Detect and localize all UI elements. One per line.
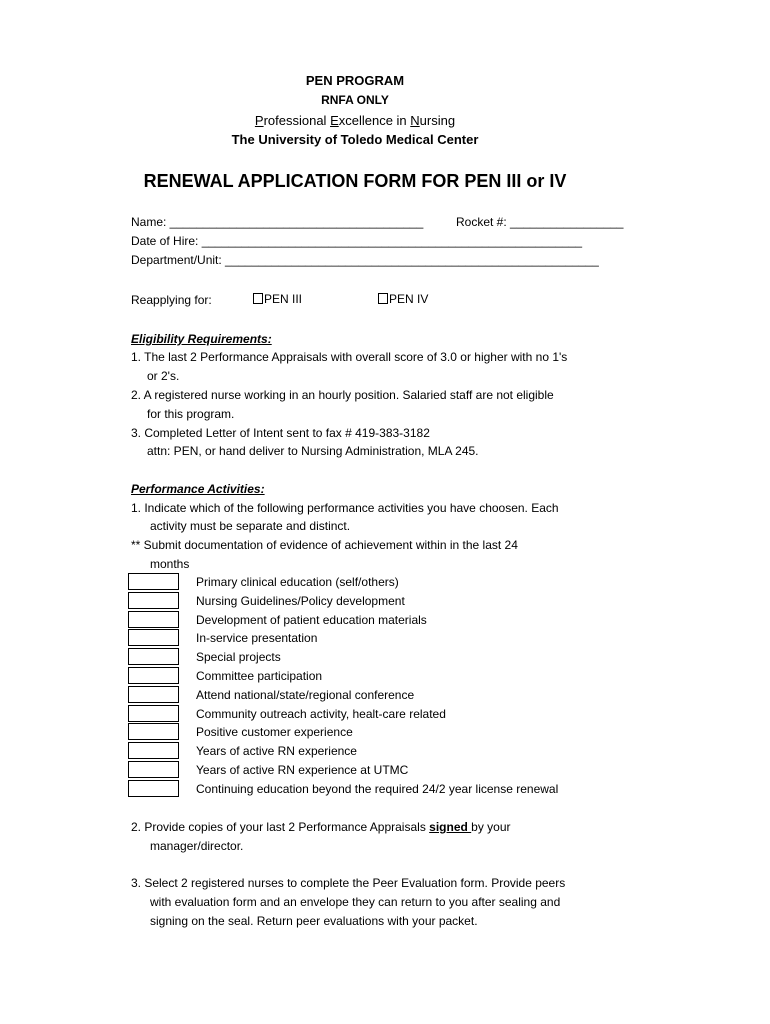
- performance-item-1: 1. Indicate which of the following performance activities you have choosen. Each: [131, 501, 559, 515]
- activity-checkbox-nursing-guidelines[interactable]: [128, 592, 179, 609]
- activity-checkbox-community-outreach[interactable]: [128, 705, 179, 722]
- activity-label: Positive customer experience: [196, 725, 353, 739]
- activity-checkbox-patient-education-materials[interactable]: [128, 611, 179, 628]
- performance-heading: Performance Activities:: [131, 482, 265, 496]
- performance-item-1-cont: activity must be separate and distinct.: [150, 519, 351, 533]
- reapplying-label: Reapplying for:: [131, 293, 212, 307]
- activity-checkbox-customer-experience[interactable]: [128, 723, 179, 740]
- acronym-letter-n: N: [410, 113, 420, 128]
- performance-item-3: 3. Select 2 registered nurses to complete the Peer Evaluation form. Provide peers: [131, 876, 566, 890]
- activity-checkbox-primary-clinical-education[interactable]: [128, 573, 179, 590]
- program-subtitle: RNFA ONLY: [321, 93, 389, 107]
- activity-checkbox-committee-participation[interactable]: [128, 667, 179, 684]
- activity-checkbox-years-rn-utmc[interactable]: [128, 761, 179, 778]
- performance-item-2: [131, 820, 511, 835]
- pen4-checkbox[interactable]: [378, 293, 388, 304]
- documentation-note-cont: months: [150, 557, 190, 571]
- eligibility-item-2: 2. A registered nurse working in an hourly position. Salaried staff are not eligible: [131, 388, 554, 402]
- documentation-note: ** Submit documentation of evidence of achievement within in the last 24: [131, 538, 518, 552]
- pen-acronym-line: [0, 112, 740, 129]
- activity-checkbox-in-service-presentation[interactable]: [128, 629, 179, 646]
- form-title: RENEWAL APPLICATION FORM FOR PEN III or IV: [143, 171, 567, 191]
- rocket-number-field[interactable]: Rocket #: _________________: [456, 215, 624, 229]
- activity-checkbox-conference[interactable]: [128, 686, 179, 703]
- pen3-checkbox[interactable]: [253, 293, 263, 304]
- acronym-text-e: xcellence in: [338, 113, 411, 128]
- acronym-letter-e: E: [330, 113, 339, 128]
- signed-emphasis: signed: [429, 820, 472, 834]
- pen3-option[interactable]: [253, 292, 302, 307]
- department-unit-field[interactable]: Department/Unit: ________________________________________________________: [131, 253, 599, 267]
- performance-item-2-text: 2. Provide copies of your last 2 Performance Appraisals: [131, 820, 430, 834]
- eligibility-item-3: 3. Completed Letter of Intent sent to fax # 419-383-3182: [131, 426, 430, 440]
- eligibility-item-1: 1. The last 2 Performance Appraisals with overall score of 3.0 or higher with no 1's: [131, 350, 568, 364]
- performance-item-3-cont: with evaluation form and an envelope they can return to you after sealing and: [150, 895, 561, 909]
- performance-item-2-tail: by your: [471, 820, 511, 834]
- performance-item-3-cont-2: signing on the seal. Return peer evaluations with your packet.: [150, 914, 478, 928]
- eligibility-heading: Eligibility Requirements:: [131, 332, 272, 346]
- name-field[interactable]: Name: ______________________________________: [131, 215, 424, 229]
- activity-label: Years of active RN experience: [196, 744, 357, 758]
- eligibility-item-1-cont: or 2's.: [147, 369, 180, 383]
- institution-name: The University of Toledo Medical Center: [231, 132, 479, 147]
- acronym-letter-p: P: [254, 113, 264, 128]
- activity-checkbox-years-rn-experience[interactable]: [128, 742, 179, 759]
- eligibility-item-3-cont: attn: PEN, or hand deliver to Nursing Administration, MLA 245.: [147, 444, 479, 458]
- acronym-text-n: ursing: [419, 113, 456, 128]
- activity-label: Development of patient education materials: [196, 613, 427, 627]
- activity-label: Special projects: [196, 650, 281, 664]
- activity-label: Continuing education beyond the required 24/2 year license renewal: [196, 782, 559, 796]
- activity-label: Committee participation: [196, 669, 323, 683]
- performance-item-2-cont: manager/director.: [150, 839, 244, 853]
- activity-label: In-service presentation: [196, 631, 318, 645]
- activity-checkbox-continuing-education[interactable]: [128, 780, 179, 797]
- pen4-option-label: PEN IV: [389, 292, 429, 306]
- acronym-text-p: rofessional: [263, 113, 331, 128]
- activity-label: Community outreach activity, healt-care related: [196, 707, 446, 721]
- activity-label: Attend national/state/regional conference: [196, 688, 415, 702]
- program-title: PEN PROGRAM: [305, 73, 405, 88]
- pen3-option-label: PEN III: [264, 292, 303, 306]
- activity-label: Years of active RN experience at UTMC: [196, 763, 409, 777]
- pen4-option[interactable]: [378, 292, 428, 307]
- activity-checkbox-special-projects[interactable]: [128, 648, 179, 665]
- date-of-hire-field[interactable]: Date of Hire: _________________________________________________________: [131, 234, 583, 248]
- activity-label: Primary clinical education (self/others): [196, 575, 399, 589]
- activity-label: Nursing Guidelines/Policy development: [196, 594, 405, 608]
- eligibility-item-2-cont: for this program.: [147, 407, 235, 421]
